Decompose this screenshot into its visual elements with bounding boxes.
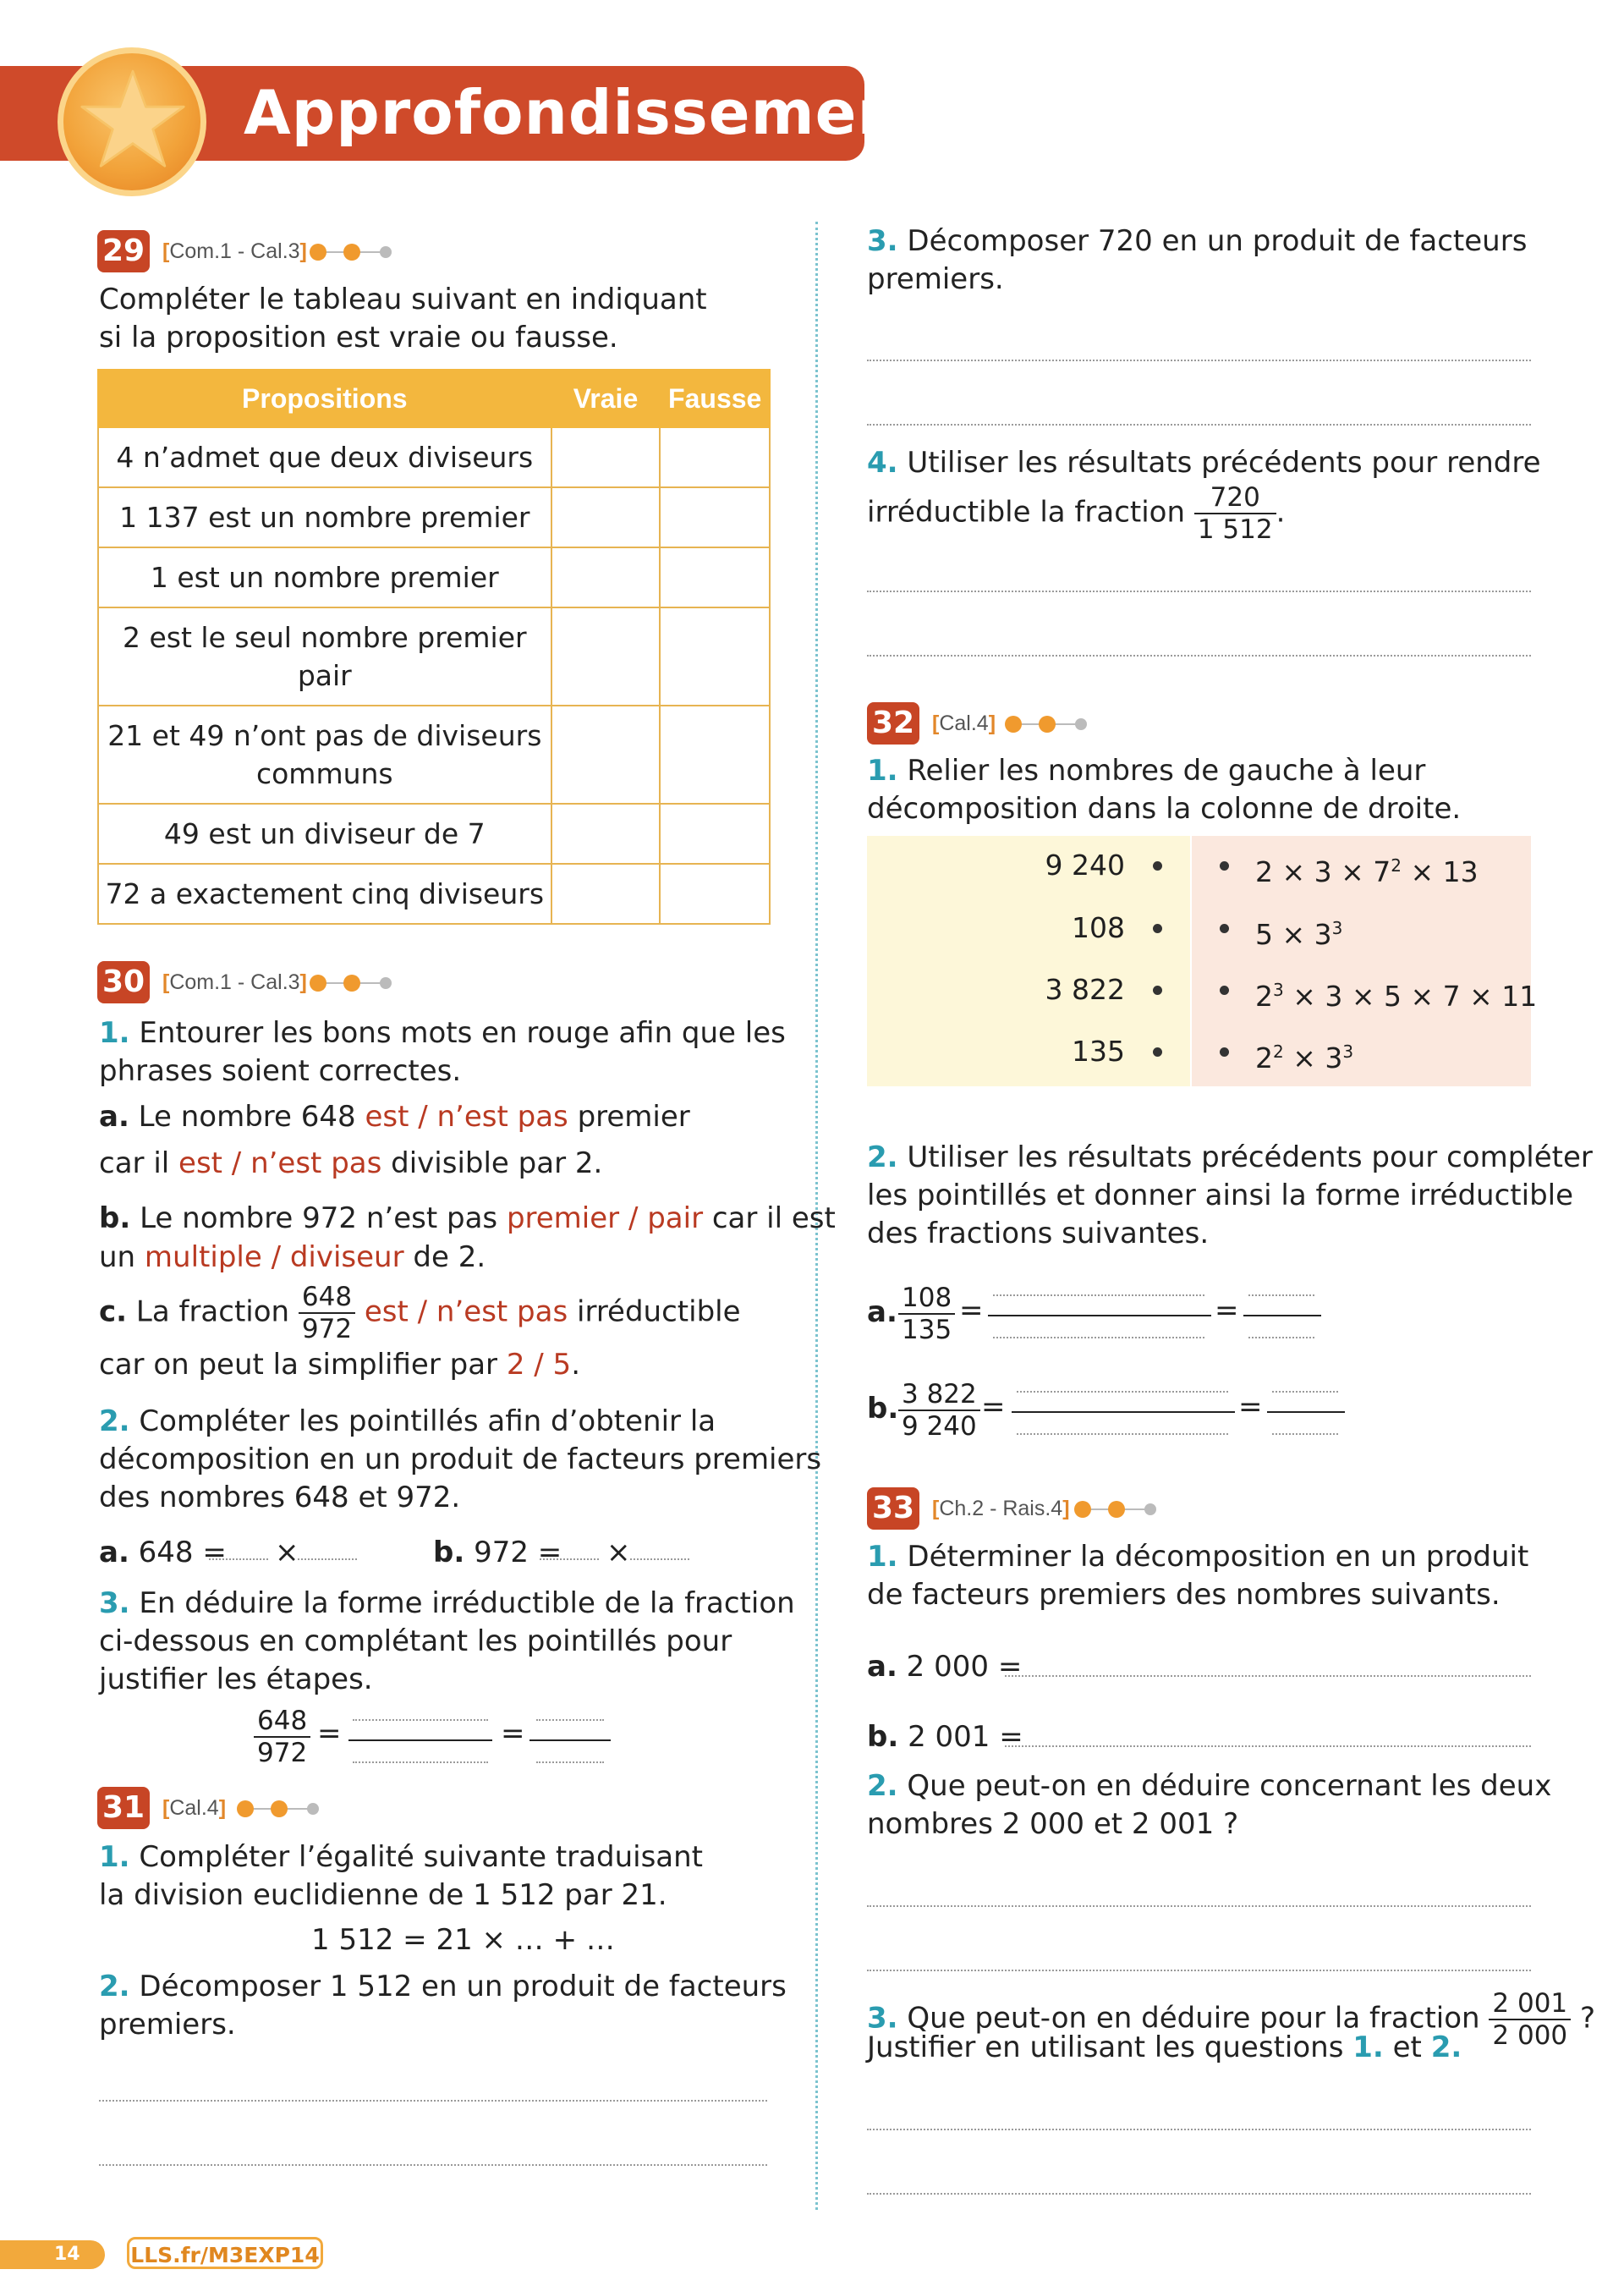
equals-sign: = (501, 1717, 525, 1750)
question: justifier les étapes. (99, 1662, 373, 1696)
false-cell[interactable] (660, 804, 770, 864)
answer-blank[interactable] (630, 1558, 689, 1560)
column-header: Fausse (660, 370, 770, 427)
right-dot[interactable] (1220, 986, 1229, 995)
question: décomposition dans la colonne de droite. (867, 792, 1462, 826)
left-number: 108 (1072, 911, 1125, 944)
instruction: Compléter le tableau suivant en indiquant (99, 283, 707, 316)
decomposition: $2^2 \times 3^3$ (1255, 1041, 1354, 1074)
blank-fraction[interactable] (529, 1712, 611, 1772)
question: de facteurs premiers des nombres suivants. (867, 1578, 1501, 1612)
question: 1. Déterminer la décomposition en un produit (867, 1540, 1529, 1574)
propositions-table (97, 369, 771, 925)
question: 2. Décomposer 1 512 en un produit de facteurs (99, 1970, 787, 2003)
equals-sign: = (317, 1717, 342, 1750)
answer-line[interactable] (1005, 1745, 1531, 1747)
true-cell[interactable] (551, 427, 661, 487)
proposition-cell: 72 a exactement cinq diviseurs (98, 864, 551, 924)
star-icon (58, 47, 206, 196)
exercise-number: 33 (867, 1487, 919, 1530)
exercise-number: 32 (867, 702, 919, 745)
question: 1. Compléter l’égalité suivante traduisant (99, 1840, 703, 1874)
times-sign: × (275, 1536, 299, 1569)
answer-line[interactable] (867, 2129, 1531, 2130)
blank-fraction[interactable] (348, 1712, 492, 1772)
fraction: $\frac{108}{135}$ (898, 1283, 955, 1345)
decomposition: $5 \times 3^3$ (1255, 918, 1343, 951)
left-dot[interactable] (1153, 1047, 1162, 1057)
question: Justifier en utilisant les questions 1. et 2. (867, 2030, 1462, 2064)
answer-a: a. 2 000 = (867, 1650, 1023, 1684)
choice[interactable]: est / n’est pas (364, 1294, 568, 1329)
equation: 1 512 = 21 × … + … (311, 1923, 615, 1957)
choice[interactable]: est / n’est pas (365, 1100, 568, 1134)
equals-sign: = (1238, 1390, 1263, 1424)
statement-b: un multiple / diviseur de 2. (99, 1240, 486, 1274)
difficulty-icon (1003, 714, 1093, 734)
times-sign: × (606, 1536, 631, 1569)
question: des fractions suivantes. (867, 1217, 1210, 1250)
blank-fraction[interactable] (988, 1288, 1211, 1347)
left-number: 3 822 (1045, 973, 1125, 1006)
fraction: $\frac{648}{972}$ (299, 1282, 355, 1344)
decomposition: $2 \times 3 \times 7^2 \times 13$ (1255, 855, 1479, 888)
difficulty-icon (308, 973, 398, 993)
statement-b: b. Le nombre 972 n’est pas premier / pair car il est (99, 1201, 836, 1235)
answer-blank[interactable] (209, 1558, 268, 1560)
answer-blank[interactable] (298, 1558, 357, 1560)
equals-sign: = (981, 1390, 1006, 1424)
question: décomposition en un produit de facteurs premiers (99, 1442, 822, 1476)
blank-fraction[interactable] (1012, 1384, 1235, 1443)
proposition-cell: 49 est un diviseur de 7 (98, 804, 551, 864)
exercise-tag: [Cal.4] (932, 712, 996, 735)
answer-a: a. 648 = (99, 1536, 227, 1569)
true-cell[interactable] (551, 487, 661, 547)
decomposition: $2^3 \times 3 \times 5 \times 7 \times 11$ (1255, 980, 1538, 1013)
true-cell[interactable] (551, 547, 661, 607)
resource-link[interactable]: LLS.fr/M3EXP14 (127, 2237, 323, 2269)
equals-sign: = (959, 1294, 984, 1327)
answer-b: b. 972 = (433, 1536, 562, 1569)
exercise-tag: [Com.1 - Cal.3] (162, 970, 307, 994)
choice[interactable]: multiple / diviseur (144, 1240, 404, 1274)
question: premiers. (99, 2008, 236, 2041)
answer-line[interactable] (867, 655, 1531, 657)
proposition-cell: 1 137 est un nombre premier (98, 487, 551, 547)
answer-line[interactable] (867, 360, 1531, 361)
answer-line[interactable] (867, 2193, 1531, 2195)
page-number: 14 (54, 2244, 80, 2265)
question: 1. Relier les nombres de gauche à leur (867, 754, 1426, 788)
answer-b: b. 2 001 = (867, 1720, 1023, 1754)
fraction: $\frac{720}{1 512}$ (1194, 482, 1276, 545)
true-cell[interactable] (551, 607, 661, 706)
choice[interactable]: 2 / 5 (506, 1348, 572, 1382)
question: 1. Entourer les bons mots en rouge afin que les (99, 1016, 786, 1050)
label-b: b. (867, 1392, 899, 1426)
choice[interactable]: premier / pair (506, 1201, 704, 1235)
false-cell[interactable] (660, 864, 770, 924)
page-number-pill (0, 2240, 105, 2269)
right-dot[interactable] (1220, 924, 1229, 933)
true-cell[interactable] (551, 804, 661, 864)
blank-fraction[interactable] (1267, 1384, 1345, 1443)
choice[interactable]: est / n’est pas (178, 1146, 382, 1180)
exercise-tag: [Ch.2 - Rais.4] (932, 1497, 1070, 1520)
false-cell[interactable] (660, 607, 770, 706)
question: des nombres 648 et 972. (99, 1481, 461, 1514)
left-dot[interactable] (1153, 986, 1162, 995)
answer-line[interactable] (867, 1970, 1531, 1971)
fraction: $\frac{2 001}{2 000}$ (1489, 1988, 1571, 2051)
false-cell[interactable] (660, 706, 770, 804)
question: irréductible la fraction $\frac{720}{1 512}$ . (867, 482, 1286, 545)
question: 3. Que peut-on en déduire pour la fraction $\frac{2 001}{2 000}$ ? (867, 1988, 1596, 2051)
question: 2. Que peut-on en déduire concernant les deux (867, 1769, 1552, 1803)
difficulty-icon (235, 1799, 325, 1819)
question: nombres 2 000 et 2 001 ? (867, 1807, 1239, 1841)
answer-line[interactable] (1005, 1675, 1531, 1677)
column-header: Vraie (551, 370, 661, 427)
fraction: $\frac{648}{972}$ (254, 1706, 310, 1768)
exercise-tag: [Com.1 - Cal.3] (162, 239, 307, 263)
question: 4. Utiliser les résultats précédents pour rendre (867, 446, 1541, 480)
statement-a: car il est / n’est pas divisible par 2. (99, 1146, 603, 1180)
right-dot[interactable] (1220, 1047, 1229, 1057)
left-number: 135 (1072, 1035, 1125, 1068)
answer-line[interactable] (867, 1905, 1531, 1907)
label-a: a. (867, 1295, 897, 1329)
false-cell[interactable] (660, 547, 770, 607)
question: 3. Décomposer 720 en un produit de facteurs (867, 224, 1528, 258)
question: 3. En déduire la forme irréductible de la fraction (99, 1586, 795, 1620)
question: premiers. (867, 262, 1004, 296)
statement-c: c. La fraction $\frac{648}{972}$ est / n’est pas irréductible (99, 1282, 741, 1344)
statement-c: car on peut la simplifier par 2 / 5. (99, 1348, 580, 1382)
proposition-cell: 1 est un nombre premier (98, 547, 551, 607)
instruction: si la proposition est vraie ou fausse. (99, 321, 618, 354)
answer-line[interactable] (867, 591, 1531, 592)
question: la division euclidienne de 1 512 par 21. (99, 1878, 667, 1912)
right-dot[interactable] (1220, 861, 1229, 871)
answer-line[interactable] (99, 2100, 767, 2102)
proposition-cell: 2 est le seul nombre premier pair (98, 607, 551, 706)
answer-line[interactable] (99, 2164, 767, 2166)
difficulty-icon (308, 242, 398, 262)
exercise-number: 30 (97, 961, 150, 1003)
question: 2. Compléter les pointillés afin d’obtenir la (99, 1404, 716, 1438)
question: 2. Utiliser les résultats précédents pour compléter (867, 1140, 1593, 1174)
page-title: Approfondissement (244, 77, 932, 148)
answer-blank[interactable] (540, 1558, 599, 1560)
left-dot[interactable] (1153, 861, 1162, 871)
true-cell[interactable] (551, 864, 661, 924)
question: les pointillés et donner ainsi la forme irréductible (867, 1179, 1574, 1212)
left-number: 9 240 (1045, 849, 1125, 882)
false-cell[interactable] (660, 427, 770, 487)
left-dot[interactable] (1153, 924, 1162, 933)
proposition-cell: 4 n’admet que deux diviseurs (98, 427, 551, 487)
difficulty-icon (1073, 1499, 1162, 1519)
equals-sign: = (1215, 1294, 1239, 1327)
question: ci-dessous en complétant les pointillés pour (99, 1624, 732, 1658)
fraction: $\frac{3 822}{9 240}$ (898, 1379, 980, 1442)
false-cell[interactable] (660, 487, 770, 547)
blank-fraction[interactable] (1243, 1288, 1321, 1347)
column-header: Propositions (98, 370, 551, 427)
exercise-tag: [Cal.4] (162, 1796, 227, 1820)
statement-a: a. Le nombre 648 est / n’est pas premier (99, 1100, 690, 1134)
exercise-number: 29 (97, 230, 150, 272)
proposition-cell: 21 et 49 n’ont pas de diviseurs communs (98, 706, 551, 804)
question: phrases soient correctes. (99, 1054, 462, 1088)
answer-line[interactable] (867, 424, 1531, 426)
exercise-number: 31 (97, 1787, 150, 1829)
true-cell[interactable] (551, 706, 661, 804)
